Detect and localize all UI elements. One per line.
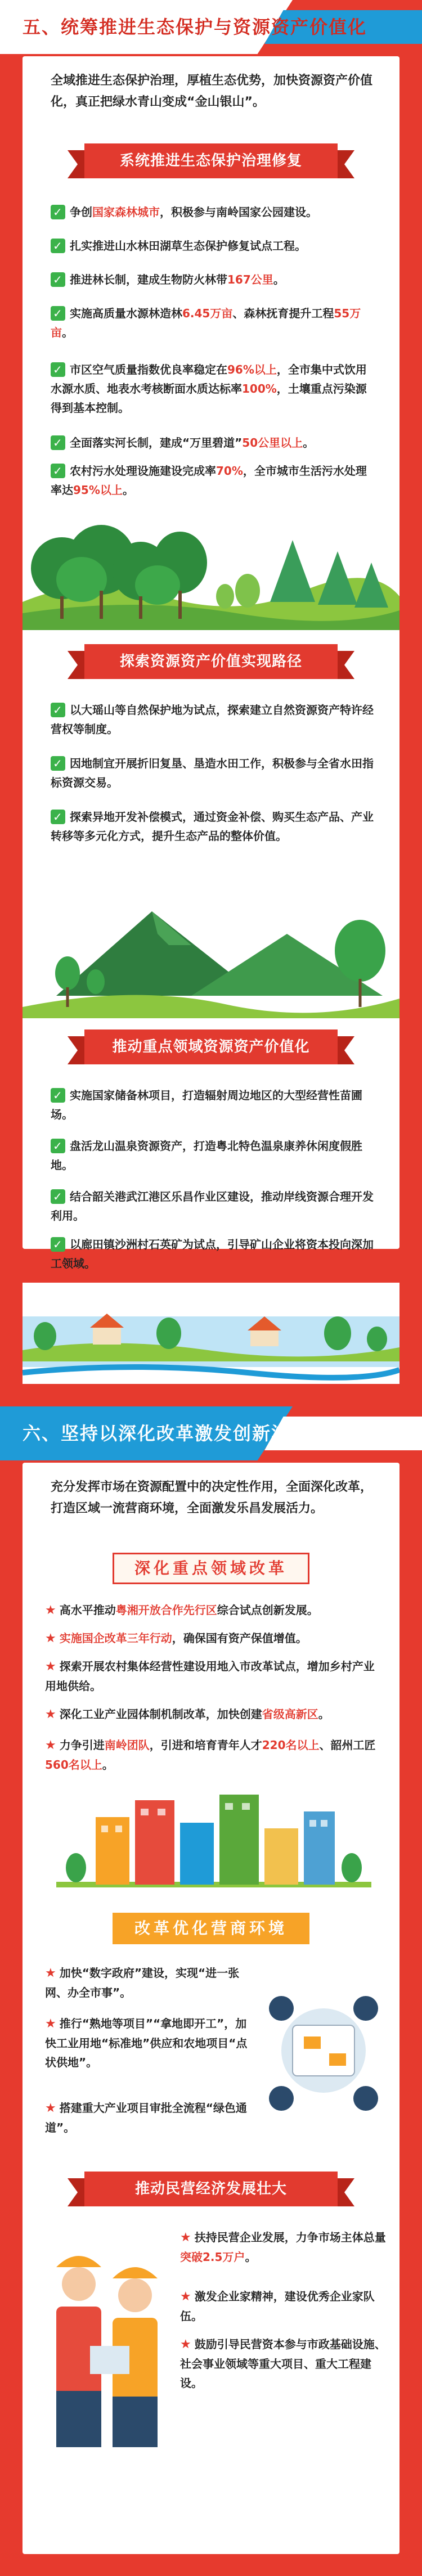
section6-header <box>0 1406 422 1460</box>
list-item: ★ 实施国企改革三年行动，确保国有资产保值增值。 <box>45 1631 307 1646</box>
list-item: ✓结合韶关港武江港区乐昌作业区建设，推动岸线资源合理开发利用。 <box>51 1187 377 1225</box>
star-icon: ★ <box>45 2017 56 2031</box>
star-icon: ★ <box>180 2290 191 2304</box>
block-title: 改革优化营商环境 <box>113 1913 309 1944</box>
list-item: ✓探索异地开发补偿模式，通过资金补偿、购买生态产品、产业转移等多元化方式，提升生态产品的整体价值。 <box>51 807 377 846</box>
block-title: 系统推进生态保护治理修复 <box>84 143 338 178</box>
block-title: 推动民营经济发展壮大 <box>84 2172 338 2206</box>
star-icon: ★ <box>45 1738 56 1752</box>
list-item: ★ 搭建重大产业项目审批全流程“绿色通道”。 <box>45 2101 247 2134</box>
list-item: ★ 加快“数字政府”建设，实现“进一张网、办全市事”。 <box>45 1966 240 1999</box>
list-item: ✓农村污水处理设施建设完成率70%，全市城市生活污水处理率达95%以上。 <box>51 461 377 500</box>
meeting-illustration <box>259 1958 388 2143</box>
section5-header <box>0 0 422 54</box>
list-item: ✓争创国家森林城市，积极参与南岭国家公园建设。 <box>51 203 377 222</box>
list-item: ✓盘活龙山温泉资源资产，打造粤北特色温泉康养休闲度假胜地。 <box>51 1136 377 1175</box>
star-icon: ★ <box>45 1603 56 1617</box>
block-title: 探索资源资产价值实现路径 <box>84 644 338 679</box>
workers-illustration <box>34 2222 174 2458</box>
forest-illustration <box>23 506 399 630</box>
list-item: ✓以大瑶山等自然保护地为试点，探索建立自然资源资产特许经营权等制度。 <box>51 700 377 739</box>
check-icon <box>51 810 65 824</box>
star-icon: ★ <box>45 1660 56 1674</box>
check-icon <box>51 1189 65 1204</box>
section5-title: 五、统筹推进生态保护与资源资产价值化 <box>23 16 367 38</box>
section6-title: 六、坚持以深化改革激发创新活力 <box>23 1423 310 1444</box>
star-icon: ★ <box>45 1631 56 1646</box>
check-icon <box>51 362 65 377</box>
village-illustration <box>23 1283 399 1384</box>
star-icon: ★ <box>45 1966 56 1980</box>
star-icon: ★ <box>180 2231 191 2245</box>
list-item: ✓以廊田镇沙洲村石英矿为试点，引导矿山企业将资本投向深加工领域。 <box>51 1235 377 1273</box>
check-icon <box>51 272 65 287</box>
section5-intro: 全域推进生态保护治理，厚植生态优势，加快资源资产价值化，真正把绿水青山变成“金山银山”。 <box>51 74 373 109</box>
section6-intro: 充分发挥市场在资源配置中的决定性作用，全面深化改革，打造区域一流营商环境，全面激发乐昌发展活力。 <box>51 1480 373 1516</box>
city-illustration <box>23 1783 399 1896</box>
list-item: ✓实施高质量水源林造林6.45万亩、森林抚育提升工程55万亩。 <box>51 304 377 342</box>
star-icon: ★ <box>45 1707 56 1721</box>
list-item: ✓因地制宜开展折旧复垦、垦造水田工作，积极参与全省水田指标资源交易。 <box>51 754 377 792</box>
list-item: ★ 扶持民营企业发展，力争市场主体总量突破2.5万户。 <box>180 2231 386 2264</box>
check-icon <box>51 239 65 253</box>
list-item: ✓推进林长制，建成生物防火林带167公里。 <box>51 270 377 289</box>
star-icon: ★ <box>180 2337 191 2352</box>
list-item: ✓实施国家储备林项目，打造辐射周边地区的大型经营性苗圃场。 <box>51 1086 377 1124</box>
list-item: ✓扎实推进山水林田湖草生态保护修复试点工程。 <box>51 236 377 255</box>
check-icon <box>51 205 65 219</box>
list-item: ★ 激发企业家精神，建设优秀企业家队伍。 <box>180 2290 375 2323</box>
check-icon <box>51 1088 65 1103</box>
block-title: 深化重点领域改革 <box>113 1553 309 1584</box>
check-icon <box>51 703 65 717</box>
check-icon <box>51 306 65 321</box>
list-item: ★ 推行“熟地等项目”“拿地即开工”，加快工业用地“标准地”供应和农地项目“点状供地”。 <box>45 2017 248 2069</box>
check-icon <box>51 435 65 450</box>
mountain-illustration <box>23 878 399 1018</box>
list-item: ★ 高水平推动粤湘开放合作先行区综合试点创新发展。 <box>45 1603 318 1617</box>
block-title: 推动重点领域资源资产价值化 <box>84 1029 338 1064</box>
list-item: ★ 力争引进南岭团队，引进和培育青年人才220名以上、韶州工匠560名以上。 <box>45 1738 376 1772</box>
check-icon <box>51 756 65 771</box>
check-icon <box>51 1139 65 1153</box>
check-icon <box>51 464 65 478</box>
list-item: ★ 探索开展农村集体经营性建设用地入市改革试点，增加乡村产业用地供给。 <box>45 1660 375 1693</box>
list-item: ✓全面落实河长制，建成“万里碧道”50公里以上。 <box>51 433 377 452</box>
check-icon <box>51 1237 65 1252</box>
list-item: ✓市区空气质量指数优良率稳定在96%以上，全市集中式饮用水源水质、地表水考核断面水质达标率100%，土壤重点污染源得到基本控制。 <box>51 360 377 417</box>
list-item: ★ 鼓励引导民营资本参与市政基础设施、社会事业领域等重大项目、重大工程建设。 <box>180 2337 386 2390</box>
list-item: ★ 深化工业产业园体制机制改革，加快创建省级高新区。 <box>45 1707 330 1721</box>
star-icon: ★ <box>45 2101 56 2115</box>
